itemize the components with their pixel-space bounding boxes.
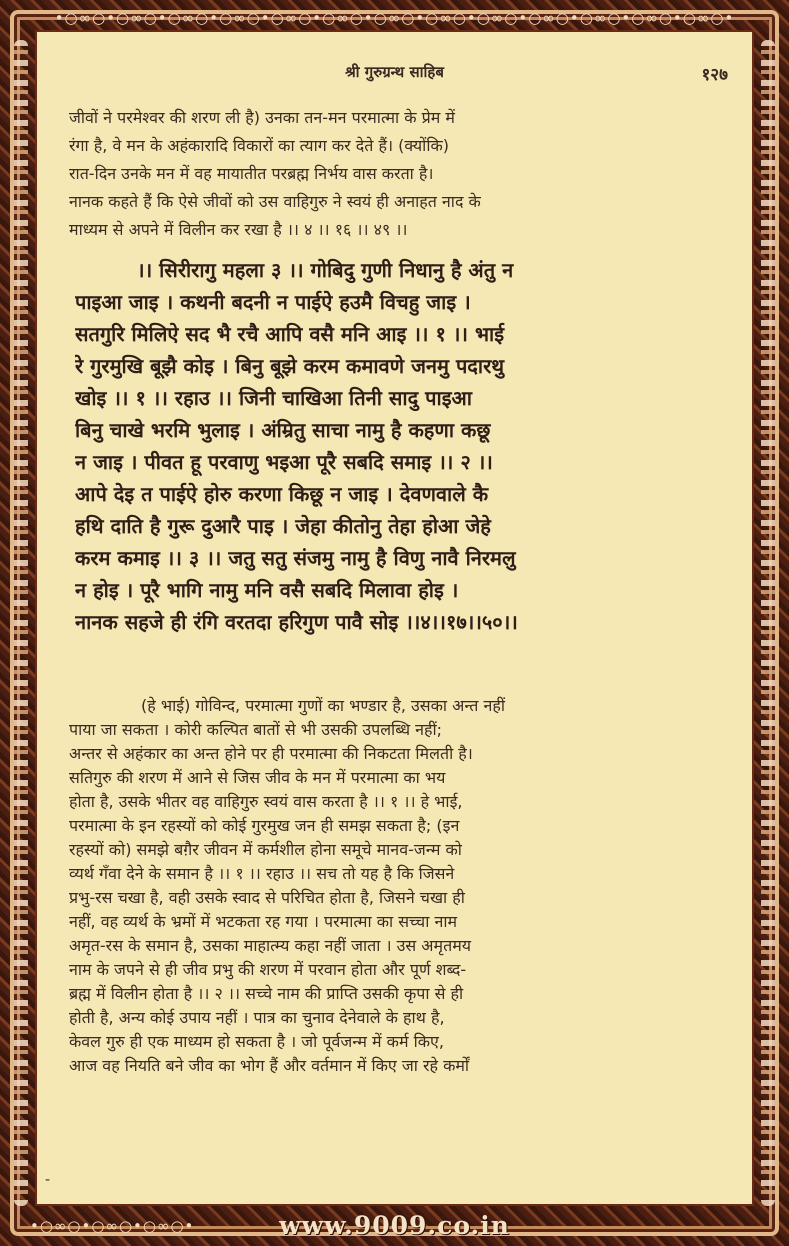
- text-line: होता है, उसके भीतर वह वाहिगुरु स्वयं वास करता है ।। १ ।। हे भाई,: [69, 792, 463, 811]
- text-line: व्यर्थ गँवा देने के समान है ।। १ ।। रहाउ ।। सच तो यह है कि जिसने: [69, 864, 455, 883]
- text-line: ब्रह्म में विलीन होता है ।। २ ।। सच्चे नाम की प्राप्ति उसकी कृपा से ही: [69, 984, 464, 1003]
- verse-line: आपे देइ त पाईऐ होरु करणा किछू न जाइ । देवणवाले कै: [75, 482, 489, 506]
- verse-line: न होइ । पूरै भागि नामु मनि वसै सबदि मिलावा होइ ।: [75, 578, 459, 602]
- verse-line: न जाइ । पीवत हू परवाणु भइआ पूरै सबदि समाइ ।। २ ।।: [75, 450, 493, 474]
- text-line: नाम के जपने से ही जीव प्रभु की शरण में परवान होता और पूर्ण शब्द-: [69, 960, 467, 979]
- text-line: माध्यम से अपने में विलीन कर रखा है ।। ४ ।। १६ ।। ४९ ।।: [69, 220, 408, 239]
- scripture-page: [37, 32, 752, 1204]
- text-line: केवल गुरु ही एक माध्यम हो सकता है । जो पूर्वजन्म में कर्म किए,: [69, 1032, 444, 1051]
- verse-line: नानक सहजे ही रंगि वरतदा हरिगुण पावै सोइ ।।४।।१७।।५०।।: [75, 610, 518, 634]
- page-mark: -: [45, 1172, 51, 1188]
- verse-line: खोइ ।। १ ।। रहाउ ।। जिनी चाखिआ तिनी सादु पाइआ: [75, 386, 472, 410]
- page-title: श्री गुरुग्रन्थ साहिब: [345, 63, 444, 81]
- text-line: होती है, अन्य कोई उपाय नहीं । पात्र का चुनाव देनेवाले के हाथ है,: [69, 1008, 445, 1027]
- text-line: रंगा है, वे मन के अहंकारादि विकारों का त्याग कर देते हैं। (क्योंकि): [69, 136, 449, 155]
- verse-line: हथि दाति है गुरू दुआरै पाइ । जेहा कीतोनु तेहा होआ जेहे: [75, 514, 491, 538]
- verse-line: सतगुरि मिलिऐ सद भै रचै आपि वसै मनि आइ ।। १ ।। भाई: [75, 322, 505, 346]
- text-line: नहीं, वह व्यर्थ के भ्रमों में भटकता रह गया । परमात्मा का सच्चा नाम: [69, 912, 458, 931]
- verse-line: ।। सिरीरागु महला ३ ।। गोबिदु गुणी निधानु है अंतु न: [137, 258, 514, 282]
- text-line: अन्तर से अहंकार का अन्त होने पर ही परमात्मा की निकटता मिलती है।: [69, 744, 473, 763]
- text-line: आज वह नियति बने जीव का भोग हैं और वर्तमान में किए जा रहे कर्मों: [69, 1056, 470, 1075]
- verse-line: रे गुरमुखि बूझै कोइ । बिनु बूझे करम कमावणे जनमु पदारथु: [75, 354, 505, 378]
- text-line: परमात्मा के इन रहस्यों को कोई गुरमुख जन ही समझ सकता है; (इन: [69, 816, 460, 835]
- text-line: प्रभु-रस चखा है, वही उसके स्वाद से परिचित होता है, जिसने चखा ही: [69, 888, 465, 907]
- page-number: १२७: [701, 65, 728, 85]
- top-chain-ornament: •○∞○•○∞○•○∞○•○∞○•○∞○•○∞○•○∞○•○∞○•○∞○•○∞○•○∞○•○∞○•○∞○•: [54, 9, 735, 27]
- verse-line: करम कमाइ ।। ३ ।। जतु सतु संजमु नामु है विणु नावै निरमलु: [75, 546, 516, 570]
- text-line: जीवों ने परमेश्वर की शरण ली है) उनका तन-मन परमात्मा के प्रेम में: [69, 108, 455, 127]
- left-chain-ornament: [14, 40, 28, 1206]
- right-chain-ornament: [761, 40, 775, 1206]
- text-line: नानक कहते हैं कि ऐसे जीवों को उस वाहिगुरु ने स्वयं ही अनाहत नाद के: [69, 192, 481, 211]
- text-line: सतिगुरु की शरण में आने से जिस जीव के मन में परमात्मा का भय: [69, 768, 446, 787]
- commentary-continued: [69, 104, 724, 244]
- hindi-commentary: [69, 694, 724, 1078]
- text-line: (हे भाई) गोविन्द, परमात्मा गुणों का भण्डार है, उसका अन्त नहीं: [141, 696, 505, 715]
- text-line: रात-दिन उनके मन में वह मायातीत परब्रह्म निर्भय वास करता है।: [69, 164, 434, 183]
- website-url[interactable]: www.9009.co.in: [279, 1211, 510, 1240]
- text-line: अमृत-रस के समान है, उसका माहात्म्य कहा नहीं जाता । उस अमृतमय: [69, 936, 472, 955]
- bottom-chain-ornament: •○∞○•○∞○•○∞○•: [30, 1217, 195, 1235]
- text-line: पाया जा सकता । कोरी कल्पित बातों से भी उसकी उपलब्धि नहीं;: [69, 720, 443, 739]
- verse-line: बिनु चाखे भरमि भुलाइ । अंम्रितु साचा नामु है कहणा कछू: [75, 418, 491, 442]
- verse-line: पाइआ जाइ । कथनी बदनी न पाईऐ हउमै विचहु जाइ ।: [75, 290, 471, 314]
- gurbani-verse: [75, 254, 724, 638]
- text-line: रहस्यों को) समझे बग़ैर जीवन में कर्मशील होना समूचे मानव-जन्म को: [69, 840, 462, 859]
- page-header: [37, 62, 752, 86]
